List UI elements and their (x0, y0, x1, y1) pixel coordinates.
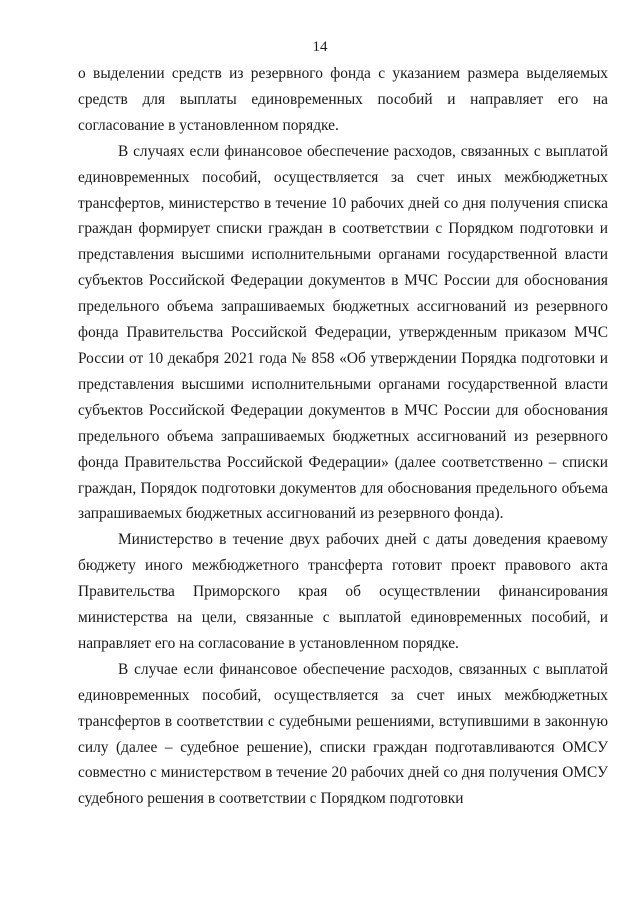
page-number: 14 (312, 39, 328, 55)
paragraph-interbudget-transfers: В случаях если финансовое обеспечение расходов, связанных с выплатой единовременных пособий, осуществляется за счет иных межбюджетных трансфертов, министерство в течение 10 рабочих дней со дня получения списка граждан формирует списки граждан в соответствии с Порядком подготовки и представления высшими исполнительными органами государственной власти субъектов Российской Федерации документов в МЧС России для обоснования предельного объема запрашиваемых бюджетных ассигнований из резервного фонда Правительства Российской Федерации, утвержденным приказом МЧС России от 10 декабря 2021 года № 858 «Об утверждении Порядка подготовки и представления высшими исполнительными органами государственной власти субъектов Российской Федерации документов в МЧС России для обоснования предельного объема запрашиваемых бюджетных ассигнований из резервного фонда Правительства Российской Федерации» (далее соответственно – списки граждан, Порядок подготовки документов для обоснования предельного объема запрашиваемых бюджетных ассигнований из резервного фонда). (78, 142, 608, 523)
paragraph-court-decisions: В случае если финансовое обеспечение расходов, связанных с выплатой единовременных пособий, осуществляется за счет иных межбюджетных трансфертов в соответствии с судебными решениями, вступившими в законную силу (далее – судебное решение), списки граждан подготавливаются ОМСУ совместно с министерством в течение 20 рабочих дней со дня получения ОМСУ судебного решения в соответствии с Порядком подготовки (78, 660, 608, 808)
paragraph-continuation: о выделении средств из резервного фонда с указанием размера выделяемых средств для выплаты единовременных пособий и направляет его на согласование в установленном порядке. (78, 65, 608, 134)
paragraph-ministry-draft-act: Министерство в течение двух рабочих дней с даты доведения краевому бюджету иного межбюджетного трансферта готовит проект правового акта Правительства Приморского края об осуществлении финансирования министерства на цели, связанные с выплатой единовременных пособий, и направляет его на согласование в установленном порядке. (78, 531, 608, 652)
document-body (78, 61, 608, 812)
